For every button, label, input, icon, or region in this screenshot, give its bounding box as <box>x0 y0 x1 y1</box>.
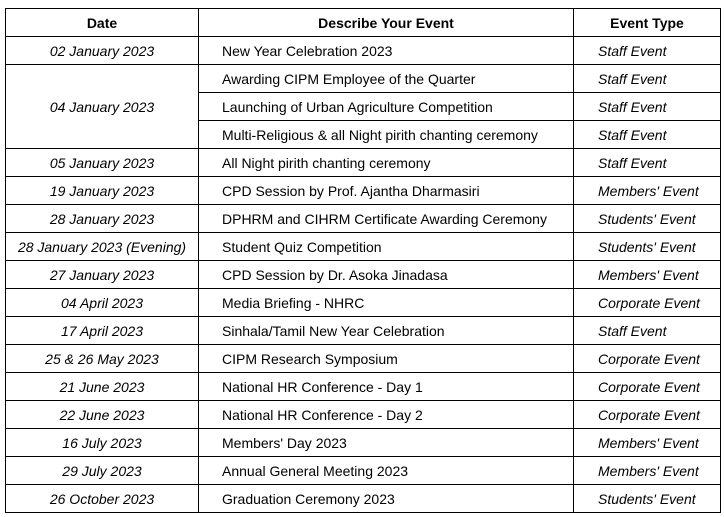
table-row <box>6 485 721 513</box>
event-description: All Night pirith chanting ceremony <box>199 149 574 177</box>
event-type: Corporate Event <box>574 345 721 373</box>
event-description: Graduation Ceremony 2023 <box>199 485 574 513</box>
event-description: DPHRM and CIHRM Certificate Awarding Ceremony <box>199 205 574 233</box>
event-date: 16 July 2023 <box>6 429 199 457</box>
events-table-container <box>5 8 721 513</box>
event-date: 19 January 2023 <box>6 177 199 205</box>
event-type: Staff Event <box>574 121 721 149</box>
event-type: Staff Event <box>574 317 721 345</box>
event-type: Members' Event <box>574 177 721 205</box>
event-description: Media Briefing - NHRC <box>199 289 574 317</box>
event-date: 04 April 2023 <box>6 289 199 317</box>
event-description: CIPM Research Symposium <box>199 345 574 373</box>
event-description: New Year Celebration 2023 <box>199 37 574 65</box>
event-description: Student Quiz Competition <box>199 233 574 261</box>
event-type: Students' Event <box>574 485 721 513</box>
event-date: 26 October 2023 <box>6 485 199 513</box>
event-type: Members' Event <box>574 429 721 457</box>
table-row <box>6 429 721 457</box>
event-type: Corporate Event <box>574 373 721 401</box>
table-row <box>6 261 721 289</box>
table-row <box>6 401 721 429</box>
event-type: Staff Event <box>574 93 721 121</box>
table-row <box>6 177 721 205</box>
event-type: Staff Event <box>574 149 721 177</box>
event-type: Members' Event <box>574 457 721 485</box>
table-row <box>6 65 721 93</box>
table-row <box>6 205 721 233</box>
event-description: National HR Conference - Day 1 <box>199 373 574 401</box>
event-description: Annual General Meeting 2023 <box>199 457 574 485</box>
header-event-type: Event Type <box>574 9 721 37</box>
event-date: 28 January 2023 (Evening) <box>6 233 199 261</box>
table-row <box>6 345 721 373</box>
event-type: Corporate Event <box>574 289 721 317</box>
header-row <box>6 9 721 37</box>
events-table <box>5 8 721 513</box>
event-date: 04 January 2023 <box>6 65 199 149</box>
event-type: Students' Event <box>574 205 721 233</box>
event-date: 27 January 2023 <box>6 261 199 289</box>
event-type: Students' Event <box>574 233 721 261</box>
table-row <box>6 289 721 317</box>
table-row <box>6 233 721 261</box>
header-date: Date <box>6 9 199 37</box>
event-description: Sinhala/Tamil New Year Celebration <box>199 317 574 345</box>
event-type: Staff Event <box>574 65 721 93</box>
event-date: 21 June 2023 <box>6 373 199 401</box>
table-row <box>6 149 721 177</box>
event-date: 29 July 2023 <box>6 457 199 485</box>
event-description: CPD Session by Dr. Asoka Jinadasa <box>199 261 574 289</box>
event-type: Members' Event <box>574 261 721 289</box>
event-date: 05 January 2023 <box>6 149 199 177</box>
table-row <box>6 37 721 65</box>
table-row <box>6 373 721 401</box>
event-type: Corporate Event <box>574 401 721 429</box>
event-description: National HR Conference - Day 2 <box>199 401 574 429</box>
event-date: 22 June 2023 <box>6 401 199 429</box>
event-date: 25 & 26 May 2023 <box>6 345 199 373</box>
event-description: Multi-Religious & all Night pirith chanting ceremony <box>199 121 574 149</box>
table-row <box>6 317 721 345</box>
event-description: Awarding CIPM Employee of the Quarter <box>199 65 574 93</box>
header-description: Describe Your Event <box>199 9 574 37</box>
event-date: 17 April 2023 <box>6 317 199 345</box>
event-date: 02 January 2023 <box>6 37 199 65</box>
event-description: Launching of Urban Agriculture Competition <box>199 93 574 121</box>
event-description: Members' Day 2023 <box>199 429 574 457</box>
event-date: 28 January 2023 <box>6 205 199 233</box>
event-type: Staff Event <box>574 37 721 65</box>
table-row <box>6 457 721 485</box>
event-description: CPD Session by Prof. Ajantha Dharmasiri <box>199 177 574 205</box>
